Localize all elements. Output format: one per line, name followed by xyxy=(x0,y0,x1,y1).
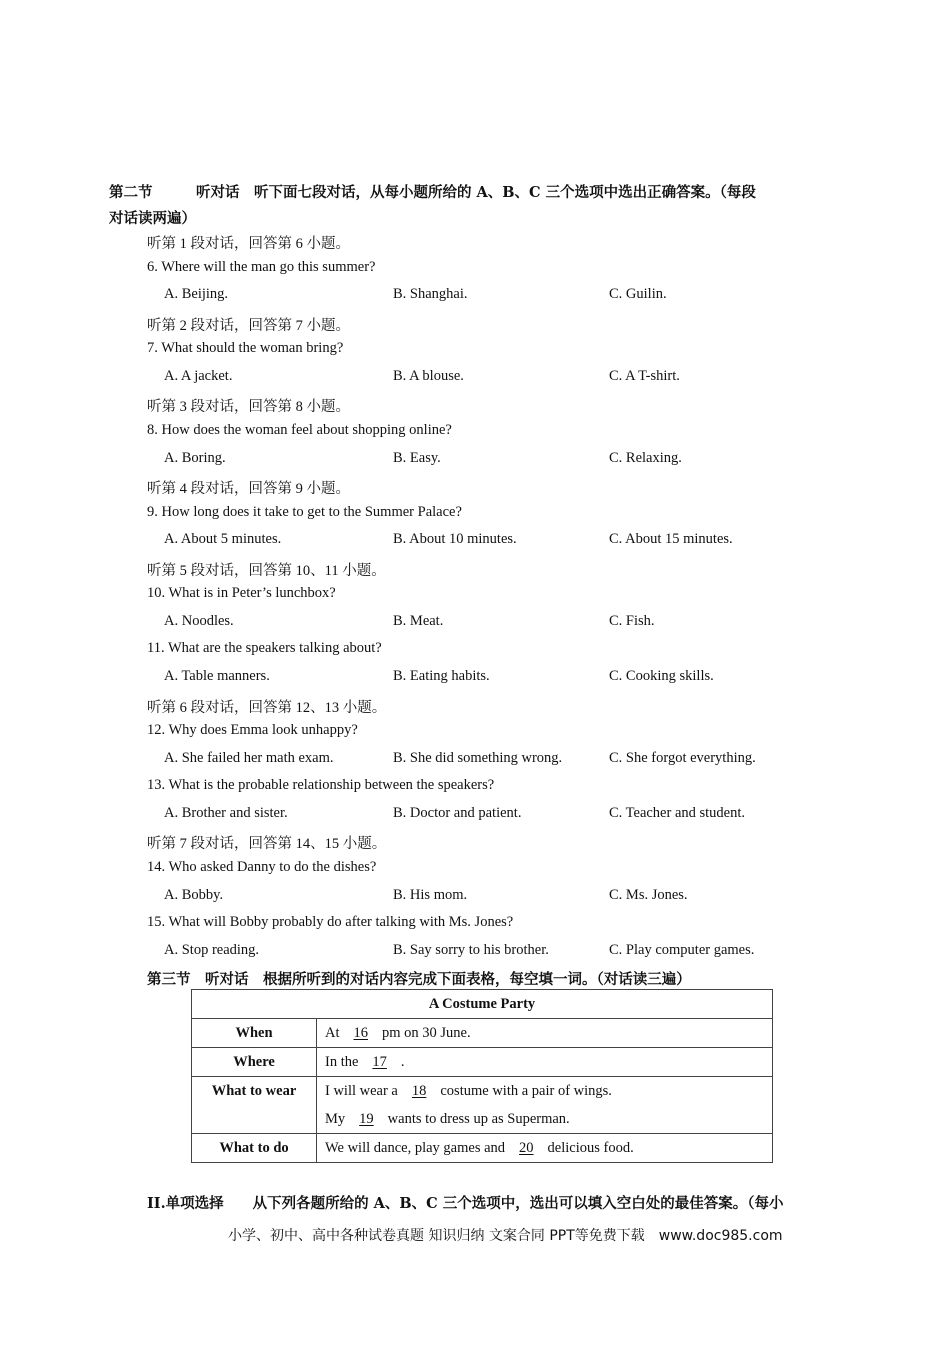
text-before: My xyxy=(325,1111,346,1127)
dialog-intro: 听第 4 段对话，回答第 9 小题。 xyxy=(147,481,350,497)
option-c: C. Cooking skills. xyxy=(609,668,714,684)
row-content xyxy=(317,1077,773,1134)
option-a: A. Bobby. xyxy=(164,887,224,903)
option-b: B. Shanghai. xyxy=(393,286,468,302)
question: 9. How long does it take to get to the Summer Palace? xyxy=(147,504,462,520)
row-content xyxy=(317,1134,773,1163)
row-label: When xyxy=(192,1019,317,1048)
text-before: I will wear a xyxy=(325,1083,398,1099)
question: 8. How does the woman feel about shopping online? xyxy=(147,422,452,438)
table-row xyxy=(192,1048,773,1077)
table-title: A Costume Party xyxy=(192,990,773,1019)
blank-17: 17 xyxy=(372,1054,387,1070)
costume-party-table xyxy=(191,989,773,1163)
option-b: B. Meat. xyxy=(393,613,444,629)
option-c: C. Teacher and student. xyxy=(609,805,746,821)
footer-text: 小学、初中、高中各种试卷真题 知识归纳 文案合同 PPT等免费下载 www.doc985.com xyxy=(228,1228,783,1244)
blank-16: 16 xyxy=(353,1025,368,1041)
question: 11. What are the speakers talking about? xyxy=(147,640,382,656)
row-label: Where xyxy=(192,1048,317,1077)
option-c: C. A T-shirt. xyxy=(609,368,680,384)
text-after: wants to dress up as Superman. xyxy=(387,1111,570,1127)
option-b: B. She did something wrong. xyxy=(393,750,563,766)
option-a: A. Stop reading. xyxy=(164,942,260,958)
text-after: delicious food. xyxy=(547,1140,634,1156)
text-after: . xyxy=(400,1054,405,1070)
table-row xyxy=(192,1019,773,1048)
option-a: A. Boring. xyxy=(164,450,226,466)
option-a: A. Beijing. xyxy=(164,286,229,302)
option-b: B. A blouse. xyxy=(393,368,464,384)
option-c: C. About 15 minutes. xyxy=(609,531,733,547)
row-label xyxy=(192,1077,317,1134)
option-a: A. She failed her math exam. xyxy=(164,750,334,766)
dialog-intro: 听第 3 段对话，回答第 8 小题。 xyxy=(147,399,350,415)
option-c: C. Guilin. xyxy=(609,286,667,302)
dialog-intro: 听第 2 段对话，回答第 7 小题。 xyxy=(147,318,350,334)
dialog-intro: 听第 6 段对话，回答第 12、13 小题。 xyxy=(147,700,387,716)
option-b: B. Doctor and patient. xyxy=(393,805,522,821)
text-after: pm on 30 June. xyxy=(382,1025,471,1041)
section3-heading: 第三节 听对话 根据所听到的对话内容完成下面表格，每空填一词。（对话读三遍） xyxy=(147,971,691,988)
text-before: We will dance, play games and xyxy=(325,1140,506,1156)
option-a: A. About 5 minutes. xyxy=(164,531,282,547)
section2-heading-line2: 对话读两遍） xyxy=(109,210,196,227)
blank-18: 18 xyxy=(411,1083,427,1099)
question: 15. What will Bobby probably do after talking with Ms. Jones? xyxy=(147,914,514,930)
option-a: A. Brother and sister. xyxy=(164,805,288,821)
option-b: B. Easy. xyxy=(393,450,441,466)
blank-19: 19 xyxy=(359,1111,374,1127)
option-b: B. His mom. xyxy=(393,887,468,903)
option-b: B. Say sorry to his brother. xyxy=(393,942,549,958)
row-label: What to do xyxy=(192,1134,317,1163)
part2-heading: II.单项选择 从下列各题所给的 A、B、C 三个选项中，选出可以填入空白处的最佳答案。（每小 xyxy=(147,1195,784,1212)
text-before: In the xyxy=(325,1054,359,1070)
row-content xyxy=(317,1048,773,1077)
question: 6. Where will the man go this summer? xyxy=(147,259,376,275)
option-b: B. About 10 minutes. xyxy=(393,531,517,547)
table-row xyxy=(192,1134,773,1163)
option-c: C. Relaxing. xyxy=(609,450,682,466)
option-a: A. Noodles. xyxy=(164,613,234,629)
question: 13. What is the probable relationship between the speakers? xyxy=(147,777,495,793)
row-content xyxy=(317,1019,773,1048)
text-after: costume with a pair of wings. xyxy=(440,1083,612,1099)
option-b: B. Eating habits. xyxy=(393,668,490,684)
question: 7. What should the woman bring? xyxy=(147,340,344,356)
content-line-2 xyxy=(325,1105,764,1133)
dialog-intro: 听第 5 段对话，回答第 10、11 小题。 xyxy=(147,563,386,579)
option-c: C. Ms. Jones. xyxy=(609,887,688,903)
text-before: At xyxy=(325,1025,340,1041)
question: 10. What is in Peter’s lunchbox? xyxy=(147,585,336,601)
question: 14. Who asked Danny to do the dishes? xyxy=(147,859,377,875)
row-label-text: What to wear xyxy=(211,1083,297,1099)
dialog-intro: 听第 1 段对话，回答第 6 小题。 xyxy=(147,236,350,252)
option-c: C. Fish. xyxy=(609,613,655,629)
question: 12. Why does Emma look unhappy? xyxy=(147,722,358,738)
content-line-1 xyxy=(325,1077,764,1105)
option-c: C. She forgot everything. xyxy=(609,750,756,766)
section2-heading-line1: 第二节 听对话 听下面七段对话，从每小题所给的 A、B、C 三个选项中选出正确答案。（每段 xyxy=(109,184,756,201)
blank-20: 20 xyxy=(519,1140,534,1156)
option-c: C. Play computer games. xyxy=(609,942,755,958)
option-a: A. A jacket. xyxy=(164,368,233,384)
table-row xyxy=(192,1077,773,1134)
dialog-intro: 听第 7 段对话，回答第 14、15 小题。 xyxy=(147,836,387,852)
option-a: A. Table manners. xyxy=(164,668,270,684)
